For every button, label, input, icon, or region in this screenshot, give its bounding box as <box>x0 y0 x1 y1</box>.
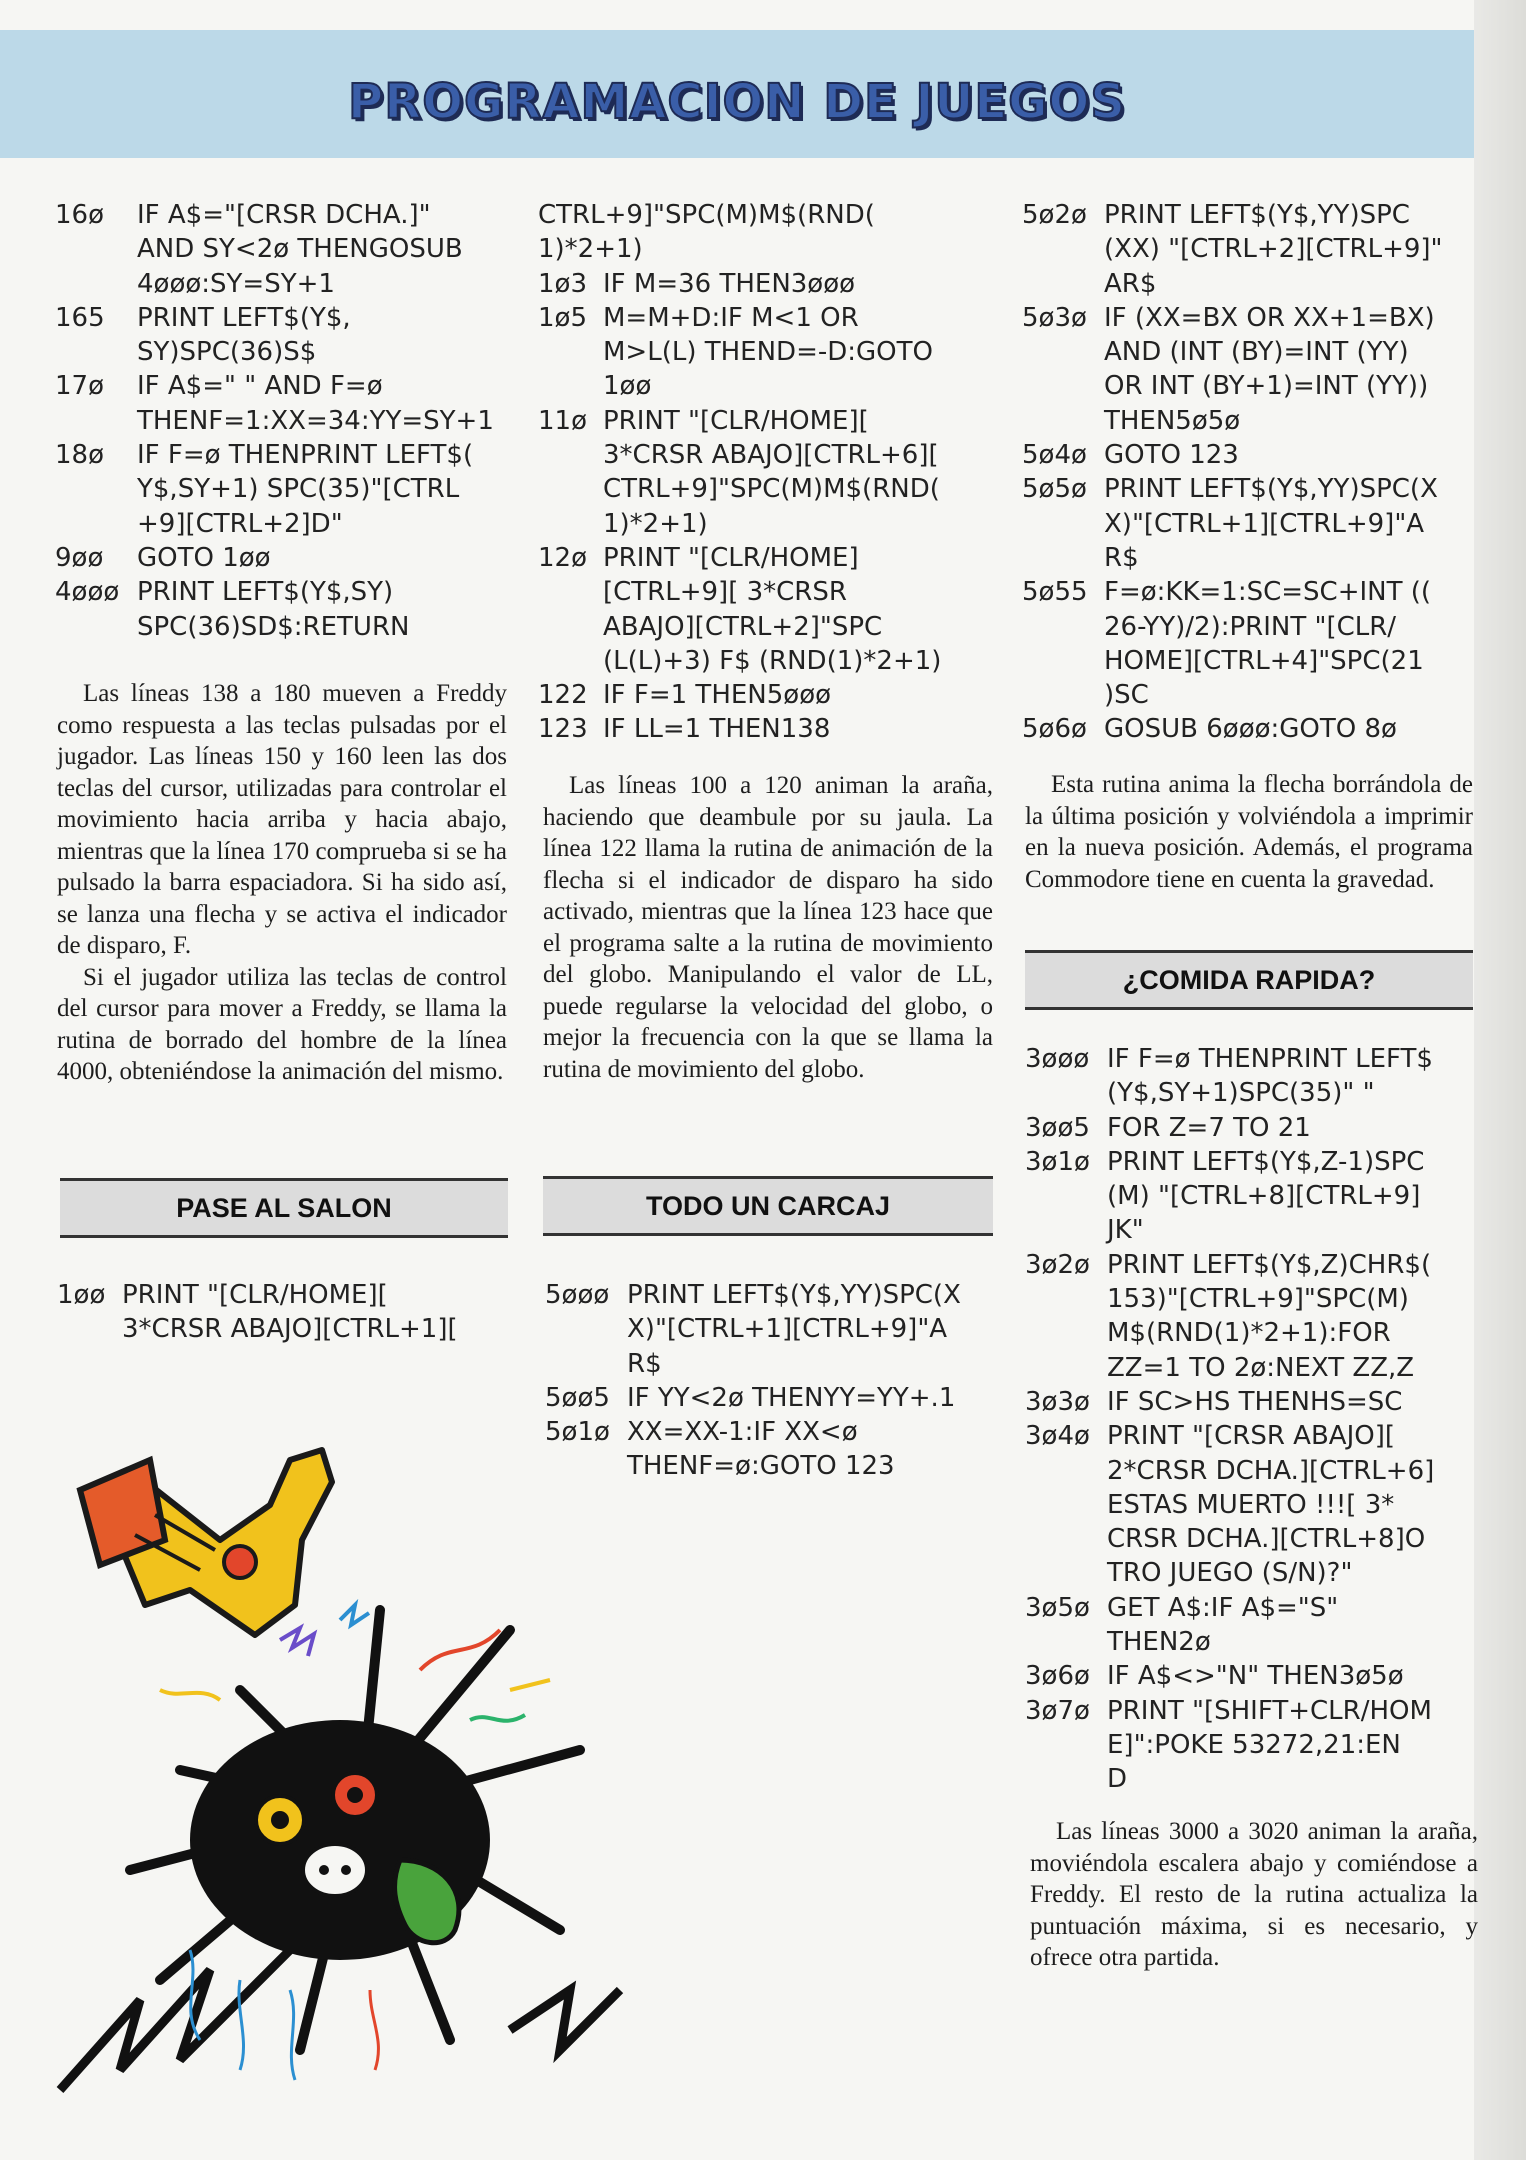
body-paragraph: Si el jugador utiliza las teclas de control del cursor para mover a Freddy, se llama la rutina de borrado del hombre de la línea 4000, obteniéndose la animación del mismo. <box>57 963 507 1085</box>
code-line <box>1025 1659 1480 1693</box>
code-line <box>1025 1694 1480 1797</box>
code-text: PRINT LEFT$(Y$,SY) SPC(36)SD$:RETURN <box>137 577 410 642</box>
line-number: 3ø7ø <box>1025 1695 1090 1726</box>
boot-graphic <box>80 1450 332 1635</box>
line-number: 3øø5 <box>1025 1112 1090 1143</box>
code-line <box>1025 1248 1480 1385</box>
code-text: PRINT LEFT$(Y$,Z-1)SPC (M) "[CTRL+8][CTRL+9] JK" <box>1107 1146 1425 1246</box>
code-text: XX=XX-1:IF XX<ø THENF=ø:GOTO 123 <box>627 1417 895 1482</box>
code-text: GOTO 123 <box>1104 440 1239 471</box>
code-line <box>1025 1042 1480 1111</box>
line-number: 5ø2ø <box>1022 200 1087 230</box>
code-text: GET A$:IF A$="S" THEN2ø <box>1107 1592 1339 1658</box>
line-number: 16ø <box>55 200 104 230</box>
code-line <box>1022 301 1477 438</box>
code-text: PRINT "[CLR/HOME] [CTRL+9][ 3*CRSR ABAJO][CTRL+2]"SPC (L(L)+3) F$ (RND(1)*2+1) <box>603 542 942 676</box>
line-number: 5øøø <box>545 1280 610 1310</box>
line-number: 3ø5ø <box>1025 1592 1090 1623</box>
page-edge <box>1474 0 1526 2160</box>
col3-code-top <box>1022 198 1477 747</box>
body-paragraph: Las líneas 100 a 120 animan la araña, haciendo que deambule por su jaula. La línea 122 llama la rutina de animación de la flecha si el indicador de disparo ha sido activado, mientras que la línea 123 hace que el programa salte a la rutina de movimiento del globo. Manipulando el valor de LL, puede regularse la velocidad del globo, o mejor la frecuencia con la que se llama la rutina de movimiento del globo. <box>543 772 993 1083</box>
body-paragraph: Esta rutina anima la flecha borrándola de la última posición y volviéndola a imprimir en la nueva posición. Además, el programa Commodore tiene en cuenta la gravedad. <box>1025 771 1473 893</box>
code-line <box>538 404 998 541</box>
line-number: 123 <box>538 714 588 745</box>
col1-text <box>57 678 507 1088</box>
line-number: 17ø <box>55 371 104 402</box>
code-line <box>1022 438 1477 472</box>
line-number: 1ø3 <box>538 268 587 299</box>
code-text: PRINT LEFT$(Y$,YY)SPC(X X)"[CTRL+1][CTRL+9]"A R$ <box>1104 474 1438 573</box>
page-title: PROGRAMACION DE JUEGOS <box>348 74 1126 130</box>
code-line <box>538 198 998 267</box>
line-number: 5ø6ø <box>1022 714 1087 745</box>
code-line <box>55 198 515 301</box>
code-text: IF SC>HS THENHS=SC <box>1107 1386 1403 1417</box>
code-line <box>1025 1385 1480 1419</box>
line-number: 5ø1ø <box>545 1417 610 1448</box>
line-number: 1øø <box>57 1280 106 1310</box>
code-text: PRINT "[CLR/HOME][ 3*CRSR ABAJO][CTRL+1][ <box>122 1280 458 1345</box>
line-number: 3øøø <box>1025 1044 1090 1074</box>
code-line <box>55 438 515 541</box>
line-number: 4øøø <box>55 577 120 608</box>
code-text: PRINT LEFT$(Y$,Z)CHR$( 153)"[CTRL+9]"SPC(M) M$(RND(1)*2+1):FOR ZZ=1 TO 2ø:NEXT ZZ,Z <box>1107 1249 1432 1383</box>
scribble-lines <box>160 1605 550 1721</box>
line-number: 11ø <box>538 405 587 436</box>
line-number: 5øø5 <box>545 1382 610 1413</box>
code-text: F=ø:KK=1:SC=SC+INT (( 26-YY)/2):PRINT "[CLR/ HOME][CTRL+4]"SPC(21 )SC <box>1104 577 1432 711</box>
code-text: M=M+D:IF M<1 OR M>L(L) THEND=-D:GOTO 1øø <box>603 302 933 402</box>
code-line <box>1025 1111 1480 1145</box>
code-text: GOTO 1øø <box>137 542 271 573</box>
col2-code-top <box>538 198 998 747</box>
line-number: 9øø <box>55 542 104 573</box>
col1-code-bottom <box>57 1278 517 1347</box>
code-line <box>55 575 515 644</box>
code-line <box>538 267 998 301</box>
code-text: PRINT LEFT$(Y$,YY)SPC (XX) "[CTRL+2][CTRL+9]" AR$ <box>1104 200 1443 299</box>
code-line <box>1025 1591 1480 1660</box>
code-line <box>538 301 998 404</box>
code-line <box>1025 1419 1480 1590</box>
code-text: IF (XX=BX OR XX+1=BX) AND (INT (BY)=INT (YY) OR INT (BY+1)=INT (YY)) THEN5ø5ø <box>1104 302 1435 436</box>
code-text: IF LL=1 THEN138 <box>603 714 831 745</box>
code-line <box>538 541 998 678</box>
code-line <box>55 369 515 438</box>
code-text: GOSUB 6øøø:GOTO 8ø <box>1104 714 1397 745</box>
code-line <box>55 541 515 575</box>
code-text: PRINT "[SHIFT+CLR/HOM E]":POKE 53272,21:EN D <box>1107 1695 1432 1795</box>
code-text: IF A$<>"N" THEN3ø5ø <box>1107 1661 1404 1692</box>
code-line <box>57 1278 517 1347</box>
code-text: IF M=36 THEN3øøø <box>603 268 856 299</box>
code-line <box>1022 575 1477 712</box>
col1-code-top <box>55 198 515 644</box>
code-text: IF YY<2ø THENYY=YY+.1 <box>627 1382 956 1413</box>
line-number: 1ø5 <box>538 302 587 333</box>
line-number: 18ø <box>55 440 104 471</box>
code-line <box>1022 472 1477 575</box>
section-header-todo-un-carcaj: TODO UN CARCAJ <box>543 1176 993 1236</box>
code-text: PRINT LEFT$(Y$,YY)SPC(X X)"[CTRL+1][CTRL+9]"A R$ <box>627 1280 961 1379</box>
line-number: 5ø4ø <box>1022 440 1087 471</box>
line-number: 3ø1ø <box>1025 1146 1090 1177</box>
body-paragraph: Las líneas 3000 a 3020 animan la araña, moviéndola escalera abajo y comiéndose a Freddy. El resto de la rutina actualiza la puntuación máxima, si es necesario, y ofrece otra partida. <box>1030 1818 1478 1971</box>
line-number: 122 <box>538 680 588 711</box>
code-text: IF A$=" " AND F=ø THENF=1:XX=34:YY=SY+1 <box>137 371 494 436</box>
code-line <box>1022 712 1477 746</box>
code-text: PRINT LEFT$(Y$, SY)SPC(36)S$ <box>137 302 351 368</box>
line-number: 3ø3ø <box>1025 1386 1090 1417</box>
body-paragraph: Las líneas 138 a 180 mueven a Freddy como respuesta a las teclas pulsadas por el jugador. Las líneas 150 y 160 leen las dos teclas del cursor, utilizadas para controlar el movimiento hacia arriba y hacia abajo, mientras que la línea 170 comprueba si se ha pulsado la barra espaciadora. Si ha sido así, se lanza una flecha y se activa el indicador de disparo, F. <box>57 680 507 959</box>
line-number: 5ø55 <box>1022 577 1088 608</box>
code-line <box>538 712 998 746</box>
col3-text-bottom <box>1030 1816 1478 1974</box>
code-line <box>1022 198 1477 301</box>
code-text: CTRL+9]"SPC(M)M$(RND( 1)*2+1) <box>538 200 875 265</box>
code-line <box>538 678 998 712</box>
spider-illustration <box>40 1390 680 2130</box>
code-text: IF F=1 THEN5øøø <box>603 680 832 711</box>
code-line <box>55 301 515 370</box>
line-number: 3ø6ø <box>1025 1661 1090 1692</box>
line-number: 3ø4ø <box>1025 1421 1090 1452</box>
code-line <box>545 1278 1005 1381</box>
line-number: 5ø5ø <box>1022 474 1087 505</box>
code-text: IF F=ø THENPRINT LEFT$ (Y$,SY+1)SPC(35)" " <box>1107 1044 1433 1109</box>
section-header-comida-rapida: ¿COMIDA RAPIDA? <box>1025 950 1473 1010</box>
col3-text <box>1025 769 1473 895</box>
col2-text <box>543 770 993 1085</box>
section-header-pase-al-salon: PASE AL SALON <box>60 1178 508 1238</box>
line-number: 12ø <box>538 542 587 573</box>
code-text: FOR Z=7 TO 21 <box>1107 1112 1311 1143</box>
line-number: 5ø3ø <box>1022 302 1087 333</box>
col3-code-bottom <box>1025 1042 1480 1797</box>
code-text: IF A$="[CRSR DCHA.]" AND SY<2ø THENGOSUB 4øøø:SY=SY+1 <box>137 200 463 299</box>
line-number: 165 <box>55 302 105 333</box>
line-number: 3ø2ø <box>1025 1249 1090 1280</box>
code-text: PRINT "[CLR/HOME][ 3*CRSR ABAJO][CTRL+6][ CTRL+9]"SPC(M)M$(RND( 1)*2+1) <box>603 405 940 539</box>
code-text: PRINT "[CRSR ABAJO][ 2*CRSR DCHA.][CTRL+6] ESTAS MUERTO !!![ 3* CRSR DCHA.][CTRL+8]O TRO JUEGO (S/N)?" <box>1107 1421 1435 1589</box>
code-line <box>1025 1145 1480 1248</box>
code-text: IF F=ø THENPRINT LEFT$( Y$,SY+1) SPC(35)"[CTRL +9][CTRL+2]D" <box>137 440 474 539</box>
